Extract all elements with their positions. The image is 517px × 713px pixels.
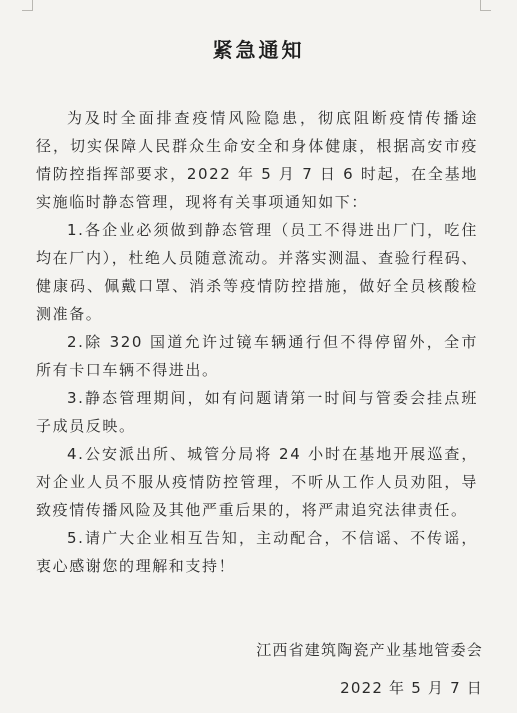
item-1-paragraph: 1.各企业必须做到静态管理（员工不得进出厂门，吃住均在厂内），杜绝人员随意流动。并落实测温、查验行程码、健康码、佩戴口罩、消杀等疫情防控措施，做好全员核酸检测准备。 (36, 221, 478, 323)
crop-mark-top-right (480, 0, 491, 11)
item-5-paragraph: 5.请广大企业相互告知，主动配合，不信谣、不传谣，衷心感谢您的理解和支持！ (36, 529, 478, 575)
issue-date: 2022 年 5 月 7 日 (340, 679, 483, 697)
item-4-paragraph: 4.公安派出所、城管分局将 24 小时在基地开展巡查，对企业人员不服从疫情防控管理，不听从工作人员劝阻，导致疫情传播风险及其他严重后果的，将严肃追究法律责任。 (36, 445, 478, 519)
item-3-paragraph: 3.静态管理期间，如有问题请第一时间与管委会挂点班子成员反映。 (36, 389, 478, 435)
document-body (36, 104, 478, 580)
document-title: 紧急通知 (212, 38, 305, 62)
intro-paragraph: 为及时全面排查疫情风险隐患，彻底阻断疫情传播途径，切实保障人民群众生命安全和身体健康，根据高安市疫情防控指挥部要求，2022 年 5 月 7 日 6 时起，在全基地实施临时静态管理，现将有关事项通知如下： (36, 109, 478, 211)
item-2-paragraph: 2.除 320 国道允许过镜车辆通行但不得停留外，全市所有卡口车辆不得进出。 (36, 333, 478, 379)
issuer-signature: 江西省建筑陶瓷产业基地管委会 (256, 641, 483, 659)
crop-mark-top-left (22, 0, 33, 11)
